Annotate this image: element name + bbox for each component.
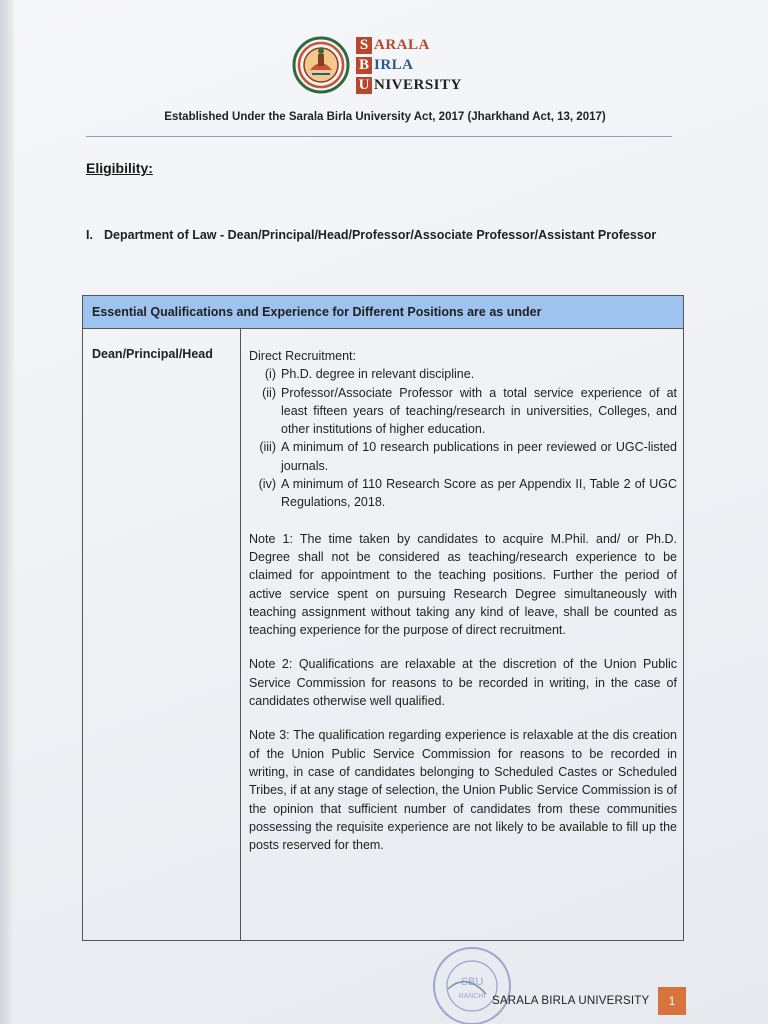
footer-university-name: SARALA BIRLA UNIVERSITY (492, 995, 650, 1007)
logo-line-birla (356, 56, 462, 75)
university-emblem-icon (292, 36, 350, 94)
department-number: I. (86, 228, 93, 242)
list-item (249, 365, 677, 383)
logo-initial: U (356, 77, 372, 94)
header-divider (86, 136, 672, 137)
section-title: Eligibility: (86, 160, 153, 176)
logo-initial: B (356, 57, 372, 74)
logo-initial: S (356, 37, 372, 54)
logo-word: ARALA (374, 37, 430, 53)
item-text: Ph.D. degree in relevant discipline. (281, 367, 475, 382)
logo-line-sarala (356, 36, 462, 55)
department-heading (86, 226, 686, 245)
item-number: (ii) (262, 385, 276, 400)
logo-word: NIVERSITY (374, 77, 462, 93)
list-item (249, 475, 677, 512)
column-divider (240, 329, 241, 940)
logo-word: IRLA (374, 57, 414, 73)
note-1: Note 1: The time taken by candidates to acquire M.Phil. and/ or Ph.D. Degree shall not be considered as teaching/research experience to be claimed for appointment to the teaching positions. Further the period of active service spent on pursuing Research Degree simultaneously with teaching assignment without taking any kind of leave, shall be counted as teaching experience for the purpose of direct recruitment. (249, 531, 677, 638)
university-logo (292, 34, 492, 98)
item-number: (iv) (258, 477, 276, 492)
list-item (249, 384, 677, 439)
qualifications-table (82, 295, 684, 941)
item-text: A minimum of 10 research publications in peer reviewed or UGC-listed journals. (281, 440, 677, 473)
item-number: (iii) (259, 440, 276, 455)
item-text: A minimum of 110 Research Score as per Appendix II, Table 2 of UGC Regulations, 2018. (281, 477, 677, 510)
page-edge (0, 0, 14, 1024)
position-cell: Dean/Principal/Head (92, 347, 213, 361)
university-seal-stamp (426, 942, 522, 1024)
table-header: Essential Qualifications and Experience for Different Positions are as under (83, 296, 683, 329)
established-line: Established Under the Sarala Birla University Act, 2017 (Jharkhand Act, 13, 2017) (164, 111, 606, 123)
page-number: 1 (658, 987, 686, 1015)
item-text: Professor/Associate Professor with a total service experience of at least fifteen years of teaching/research in universities, Colleges, and other institutions of higher education. (281, 385, 677, 437)
requirements-list (249, 365, 677, 511)
svg-text:RANCHI: RANCHI (458, 993, 486, 1000)
note-2: Note 2: Qualifications are relaxable at the discretion of the Union Public Service Commission for reasons to be recorded in writing, in the case of candidates otherwise well qualified. (249, 657, 677, 709)
svg-text:SBU: SBU (460, 976, 484, 988)
item-number: (i) (264, 367, 276, 382)
logo-line-university (356, 76, 462, 95)
qualifications-cell (249, 347, 677, 854)
recruitment-title: Direct Recruitment: (249, 349, 356, 363)
list-item (249, 438, 677, 475)
note-3: Note 3: The qualification regarding experience is relaxable at the dis creation of the Union Public Service Commission for reasons to be recorded in writing, in case of candidates belonging to Scheduled Castes or Scheduled Tribes, if at any stage of selection, the Union Public Service Commission is of the opinion that sufficient number of candidates from these communities possessing the requisite experience are not likely to be available to fill up the posts reserved for them. (249, 728, 677, 853)
department-text: Department of Law - Dean/Principal/Head/Professor/Associate Professor/Assistant Professor (104, 228, 657, 242)
